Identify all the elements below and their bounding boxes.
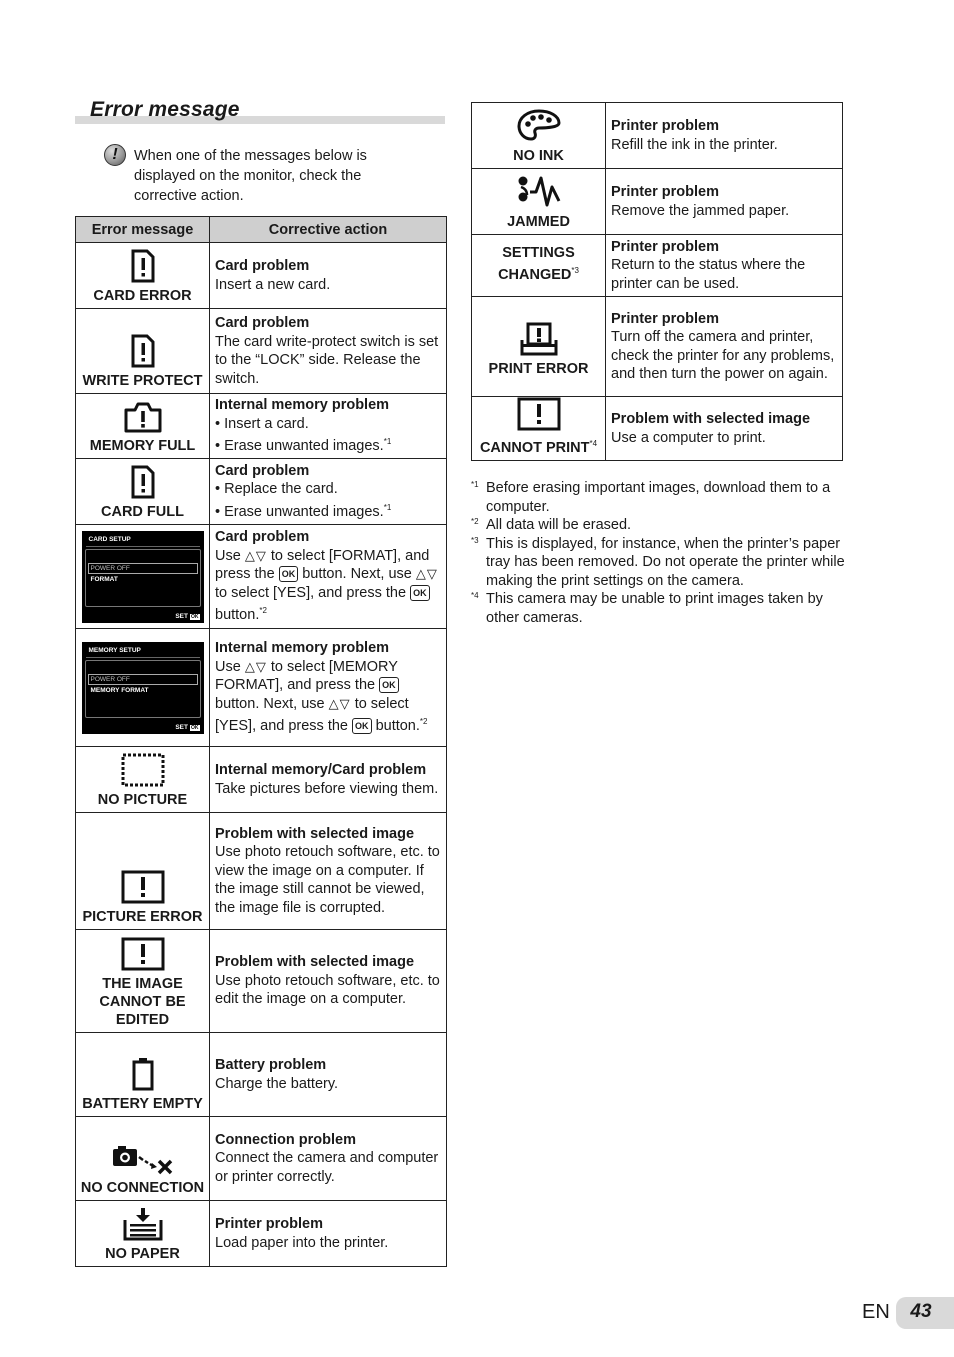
caution-icon xyxy=(104,144,126,166)
footnote-mark: *2 xyxy=(471,517,479,526)
ok-button-icon: OK xyxy=(379,677,399,693)
problem-heading: Printer problem xyxy=(215,1216,323,1232)
error-label: NO INK xyxy=(513,148,564,164)
page-title: Error message xyxy=(90,98,240,121)
footnote-mark: *1 xyxy=(471,480,479,489)
card-error-icon xyxy=(130,249,156,283)
footnote-mark: *3 xyxy=(471,535,479,545)
problem-heading: Problem with selected image xyxy=(215,954,415,971)
header-corrective-action: Corrective action xyxy=(210,217,447,243)
action-text: to select [MEMORY FORMAT], and press the xyxy=(215,658,398,694)
ok-button-icon: OK xyxy=(279,566,299,582)
page-language: EN xyxy=(862,1301,890,1323)
action-text: Use xyxy=(215,658,241,675)
action-text: Use xyxy=(215,547,241,564)
image-cannot-edit-icon xyxy=(121,937,165,971)
footnote-mark: *4 xyxy=(589,439,598,449)
error-label: CANNOT PRINT$^{*4}$ xyxy=(479,439,598,456)
action-text: button. xyxy=(375,718,420,735)
screen-ok-label: OK xyxy=(191,614,199,620)
table-header-row xyxy=(76,217,447,243)
up-down-arrows-icon: △▽ xyxy=(415,566,438,582)
footnote xyxy=(471,516,851,535)
action-text: Use photo retouch software, etc. to edit the image on a computer. xyxy=(215,972,440,1008)
no-picture-icon xyxy=(121,753,165,787)
ok-button-icon: OK xyxy=(410,585,430,601)
bullet-text: Erase unwanted images. xyxy=(224,438,384,455)
table-row xyxy=(76,525,447,629)
bullet-text: Erase unwanted images. xyxy=(224,503,384,520)
action-text: Use a computer to print. xyxy=(611,429,766,446)
screen-set-label: SET xyxy=(175,724,188,731)
action-text: Return to the status where the printer can be used. xyxy=(611,257,806,292)
problem-heading: Problem with selected image xyxy=(611,411,811,427)
screen-option-power-off: POWER OFF xyxy=(88,674,198,685)
action-text: to select [FORMAT], and press the xyxy=(215,547,430,583)
bullet-text: Insert a card. xyxy=(224,415,309,432)
no-connection-icon xyxy=(112,1143,174,1175)
action-text: Use photo retouch software, etc. to view the image on a computer. If the image still cannot be viewed, the image file is corrupted. xyxy=(215,844,440,916)
table-row xyxy=(76,243,447,309)
table-row xyxy=(472,235,843,297)
footnote xyxy=(471,479,851,516)
action-text: to select [YES], and press the xyxy=(215,584,407,601)
table-row xyxy=(472,103,843,169)
table-row xyxy=(472,397,843,461)
write-protect-icon xyxy=(130,334,156,368)
screen-title: MEMORY SETUP xyxy=(86,645,200,658)
page-number: 43 xyxy=(910,1301,932,1322)
error-label: CARD ERROR xyxy=(93,288,192,304)
action-text: Load paper into the printer. xyxy=(215,1234,389,1251)
problem-heading: Connection problem xyxy=(215,1131,356,1148)
action-text: The card write-protect switch is set to the “LOCK” side. Release the switch. xyxy=(215,333,439,387)
footnote-mark: *4 xyxy=(471,591,479,600)
jammed-icon xyxy=(517,175,561,209)
problem-heading: Printer problem xyxy=(611,238,719,255)
bullet-glyph: • xyxy=(215,503,221,520)
bullet-glyph: • xyxy=(215,481,221,498)
bullet-glyph: • xyxy=(215,415,221,432)
action-text: Take pictures before viewing them. xyxy=(215,780,439,797)
table-row xyxy=(76,459,447,525)
footnote-text: This camera may be unable to print images taken by other cameras. xyxy=(486,591,823,626)
action-text: to select [YES], and press the xyxy=(215,695,409,735)
problem-heading: Card problem xyxy=(215,315,310,331)
error-label: MEMORY FULL xyxy=(89,438,196,454)
footnote-mark: *2 xyxy=(419,717,428,727)
no-ink-icon xyxy=(517,109,561,143)
cannot-print-icon xyxy=(517,397,561,431)
bullet-glyph: • xyxy=(215,438,221,455)
error-label: NO PICTURE xyxy=(97,792,188,808)
problem-heading: Internal memory/Card problem xyxy=(215,762,427,778)
table-row xyxy=(76,309,447,394)
error-label: THE IMAGE CANNOT BE EDITED xyxy=(99,976,186,1028)
footnote-text: This is displayed, for instance, when the printer’s paper tray has been removed. Do not operate the printer while making the print settings on the camera. xyxy=(486,535,845,589)
memory-full-icon xyxy=(123,401,163,433)
table-row xyxy=(76,747,447,813)
no-paper-icon xyxy=(122,1207,164,1241)
action-text: Insert a new card. xyxy=(215,276,331,293)
footnote xyxy=(471,590,851,627)
problem-heading: Printer problem xyxy=(611,184,719,200)
card-setup-screen xyxy=(82,531,204,623)
action-text: Turn off the camera and printer, check the printer for any problems, and then turn the power on again. xyxy=(611,329,835,382)
error-table-left xyxy=(75,216,447,1267)
action-text: Remove the jammed paper. xyxy=(611,202,790,219)
problem-heading: Battery problem xyxy=(215,1057,327,1073)
screen-ok-label: OK xyxy=(191,725,199,731)
footnote xyxy=(471,535,851,591)
header-error-message: Error message xyxy=(76,217,210,243)
error-label: WRITE PROTECT xyxy=(82,373,203,389)
table-row xyxy=(76,1117,447,1201)
footnote-mark: *3 xyxy=(571,266,579,276)
table-row xyxy=(76,930,447,1033)
problem-heading: Printer problem xyxy=(611,118,719,134)
problem-heading: Printer problem xyxy=(611,310,719,327)
ok-button-icon: OK xyxy=(352,718,372,734)
screen-option-format: FORMAT xyxy=(90,576,118,583)
footnotes xyxy=(471,479,851,627)
error-label: JAMMED xyxy=(507,214,570,230)
screen-set-label: SET xyxy=(175,613,188,620)
table-row xyxy=(76,1201,447,1267)
action-text: Connect the camera and computer or printer correctly. xyxy=(215,1150,439,1185)
error-table-right xyxy=(471,102,843,461)
screen-option-power-off: POWER OFF xyxy=(88,563,198,574)
problem-heading: Card problem xyxy=(215,462,310,479)
table-row xyxy=(76,813,447,930)
action-text: button. Next, use xyxy=(302,566,412,583)
problem-heading: Problem with selected image xyxy=(215,825,415,842)
action-text: Refill the ink in the printer. xyxy=(611,136,778,153)
up-down-arrows-icon: △▽ xyxy=(244,547,267,563)
table-row xyxy=(76,1033,447,1117)
footnote-mark: *2 xyxy=(259,606,267,616)
problem-heading: Card problem xyxy=(215,258,310,274)
memory-setup-screen xyxy=(82,642,204,734)
error-label: BATTERY EMPTY xyxy=(82,1096,203,1112)
error-label: NO CONNECTION xyxy=(80,1180,205,1196)
footnote-mark: *1 xyxy=(383,437,392,447)
up-down-arrows-icon: △▽ xyxy=(244,658,267,674)
print-error-icon xyxy=(519,322,559,356)
problem-heading: Card problem xyxy=(215,529,310,546)
bullet-text: Replace the card. xyxy=(224,481,338,498)
error-label: NO PAPER xyxy=(105,1246,180,1262)
intro-text: When one of the messages below is displayed on the monitor, check the corrective action. xyxy=(134,148,367,204)
table-row xyxy=(472,169,843,235)
battery-empty-icon xyxy=(131,1057,155,1091)
up-down-arrows-icon: △▽ xyxy=(328,695,351,711)
footnote-mark: *1 xyxy=(383,502,392,512)
table-row xyxy=(472,297,843,397)
screen-option-memory-format: MEMORY FORMAT xyxy=(90,687,149,694)
card-full-icon xyxy=(130,465,156,499)
problem-heading: Internal memory problem xyxy=(215,397,390,414)
action-text: Charge the battery. xyxy=(215,1075,339,1092)
error-label: SETTINGS CHANGED$^{*3}$ xyxy=(498,245,579,283)
picture-error-icon xyxy=(121,870,165,904)
action-text: button. xyxy=(215,607,260,624)
problem-heading: Internal memory problem xyxy=(215,640,390,657)
screen-title: CARD SETUP xyxy=(86,534,200,547)
action-text: button. Next, use xyxy=(215,695,325,712)
error-label: CARD FULL xyxy=(101,504,184,520)
footnote-text: All data will be erased. xyxy=(486,517,632,533)
table-row xyxy=(76,629,447,747)
footnote-text: Before erasing important images, download them to a computer. xyxy=(486,480,831,515)
table-row xyxy=(76,394,447,459)
error-label: PICTURE ERROR xyxy=(82,909,203,925)
error-label: PRINT ERROR xyxy=(488,361,589,377)
